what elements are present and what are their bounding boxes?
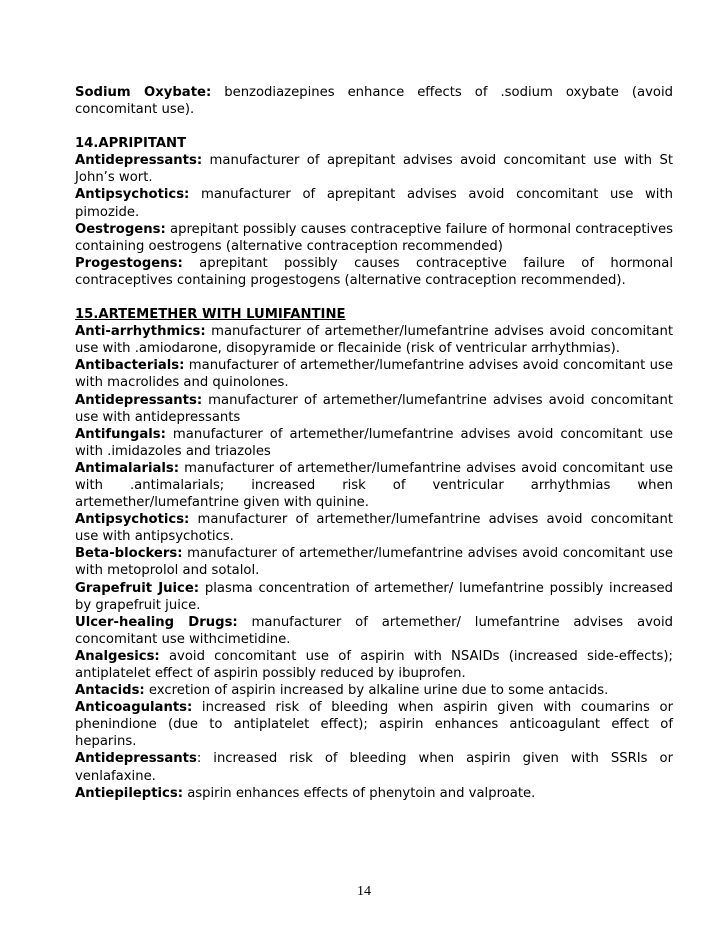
section-aprepitant xyxy=(75,135,673,289)
entry-anticoagulants xyxy=(75,699,673,750)
entry-text: avoid concomitant use of aspirin with NSAIDs (increased side-effects); antiplatelet effect of aspirin possibly reduced by ibuprofen. xyxy=(75,648,673,681)
entry-term: Beta-blockers: xyxy=(75,546,183,562)
entry-text: manufacturer of artemether/lumefantrine advises avoid concomitant use with .amiodarone, disopyramide or flecainide (risk of ventricular arrhythmias). xyxy=(75,324,673,357)
entry-grapefruit-juice xyxy=(75,580,673,614)
entry-text: aprepitant possibly causes contraceptive failure of hormonal contraceptives containing progestogens (alternative contraception recommended). xyxy=(75,255,673,288)
entry-term: Antibacterials: xyxy=(75,358,185,374)
entry-text: increased risk of bleeding when aspirin given with coumarins or phenindione (due to antiplatelet effect); aspirin enhances anticoagulant effect of heparins. xyxy=(75,700,673,750)
entry-text: aspirin enhances effects of phenytoin and valproate. xyxy=(183,785,536,801)
entry-text: manufacturer of artemether/lumefantrine advises avoid concomitant use with metoprolol and sotalol. xyxy=(75,546,673,579)
entry-beta-blockers xyxy=(75,545,673,579)
entry-antifungals xyxy=(75,426,673,460)
entry-text: manufacturer of artemether/lumefantrine advises avoid concomitant use with antipsychotics. xyxy=(75,512,673,545)
entry-term: Antacids: xyxy=(75,683,145,699)
entry-text: manufacturer of artemether/lumefantrine advises avoid concomitant use with antidepressants xyxy=(75,392,673,425)
entry-term: Grapefruit Juice: xyxy=(75,580,200,596)
entry-text: manufacturer of artemether/lumefantrine advises avoid concomitant use with macrolides and quinolones. xyxy=(75,358,673,391)
entry-text: aprepitant possibly causes contraceptive failure of hormonal contraceptives containing oestrogens (alternative contraception recommended) xyxy=(75,221,673,254)
section-artemether xyxy=(75,306,673,802)
entry-ulcer-healing-drugs xyxy=(75,614,673,648)
entry-antidepressants-aspirin xyxy=(75,750,673,784)
entry-term: Antidepressants: xyxy=(75,392,203,408)
entry-term: Antipsychotics: xyxy=(75,187,190,203)
entry-text: : increased risk of bleeding when aspirin given with SSRIs or venlafaxine. xyxy=(75,751,673,784)
entry-term: Anticoagulants: xyxy=(75,700,193,716)
entry-term: Antimalarials: xyxy=(75,460,180,476)
entry-antidepressants xyxy=(75,152,673,186)
entry-term: Sodium Oxybate: xyxy=(75,85,212,100)
entry-text: manufacturer of aprepitant advises avoid concomitant use with St John’s wort. xyxy=(75,153,673,186)
entry-term: Anti-arrhythmics: xyxy=(75,324,206,340)
entry-antimalarials xyxy=(75,460,673,511)
entry-antacids xyxy=(75,682,673,699)
entry-text: manufacturer of artemether/ lumefantrine advises avoid concomitant use withcimetidine. xyxy=(75,614,673,647)
entry-antipsychotics xyxy=(75,186,673,220)
entry-term: Antidepressants xyxy=(75,751,197,767)
page-number: 14 xyxy=(357,884,371,899)
entry-progestogens xyxy=(75,255,673,289)
entry-term: Analgesics: xyxy=(75,648,160,664)
entry-term: Progestogens: xyxy=(75,255,183,271)
entry-antidepressants xyxy=(75,392,673,426)
entry-anti-arrhythmics xyxy=(75,323,673,357)
entry-text: plasma concentration of artemether/ lumefantrine possibly increased by grapefruit juice. xyxy=(75,580,673,613)
entry-oestrogens xyxy=(75,221,673,255)
entry-text: manufacturer of artemether/lumefantrine advises avoid concomitant use with .imidazoles and triazoles xyxy=(75,426,673,459)
section-continuation xyxy=(75,84,673,118)
entry-term: Antiepileptics: xyxy=(75,785,183,801)
entry-term: Antidepressants: xyxy=(75,153,203,169)
entry-analgesics xyxy=(75,648,673,682)
entry-term: Antifungals: xyxy=(75,426,166,442)
entry-term: Ulcer-healing Drugs: xyxy=(75,614,238,630)
entry-antipsychotics xyxy=(75,511,673,545)
section-heading: 15.ARTEMETHER WITH LUMIFANTINE xyxy=(75,307,346,323)
entry-term: Antipsychotics: xyxy=(75,512,190,528)
entry-text: benzodiazepines enhance effects of .sodium oxybate (avoid concomitant use). xyxy=(75,85,673,118)
entry-term: Oestrogens: xyxy=(75,221,166,237)
document-body xyxy=(75,84,673,802)
entry-text: manufacturer of aprepitant advises avoid concomitant use with pimozide. xyxy=(75,187,673,220)
entry-sodium-oxybate xyxy=(75,84,673,118)
entry-text: excretion of aspirin increased by alkaline urine due to some antacids. xyxy=(144,683,609,699)
entry-antiepileptics xyxy=(75,785,673,802)
section-heading: 14.APRIPITANT xyxy=(75,136,187,152)
entry-text: manufacturer of artemether/lumefantrine advises avoid concomitant use with .antimalarials; increased risk of ventricular arrhythmias when artemether/lumefantrine given with quinine. xyxy=(75,460,673,511)
entry-antibacterials xyxy=(75,357,673,391)
